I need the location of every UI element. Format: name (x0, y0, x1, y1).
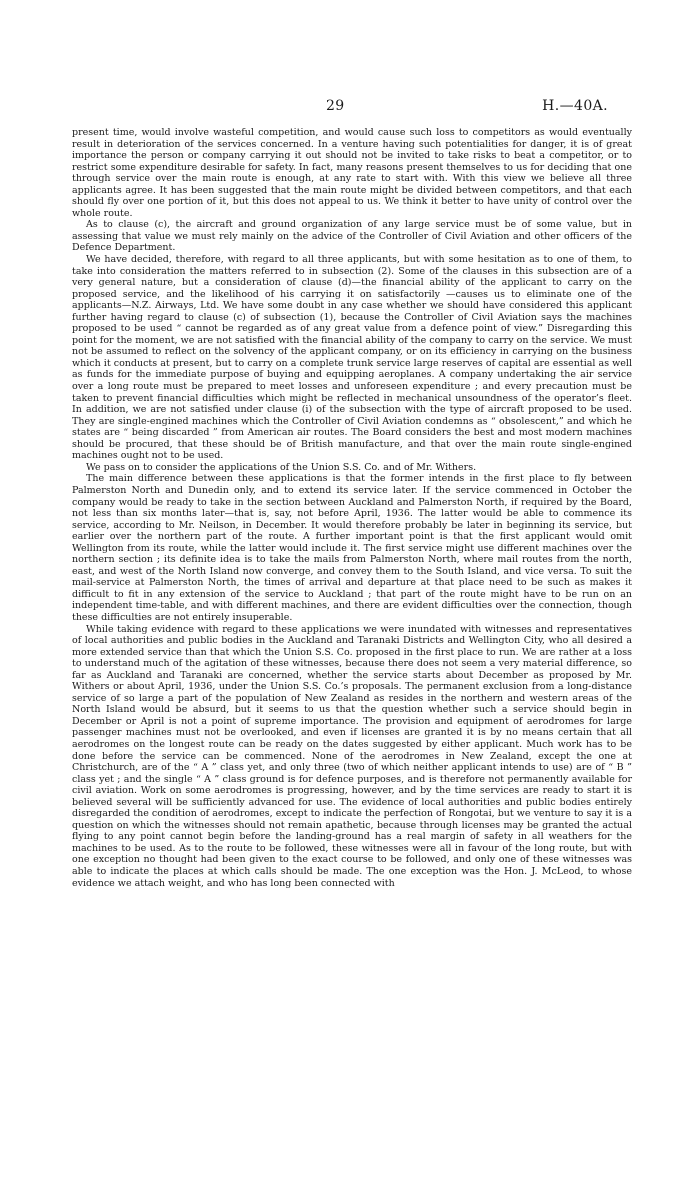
paragraph: The main difference between these applications is that the former intends in the first place to fly between Palmerston North and Dunedin only, and to extend its service later. If the service commenced in October the company would be ready to take in the section between Auckland and Palmerston North, if required by the Board, not less than six months later—that is, say, not before April, 1936. The latter would be able to commence its service, according to Mr. Neilson, in December. It would therefore probably be later in beginning its service, but earlier over the northern part of the route. A further important point is that the first applicant would omit Wellington from its route, while the latter would include it. The first service might use different machines over the northern section ; its definite idea is to take the mails from Palmerston North, where mail routes from the north, east, and west of the North Island now converge, and convey them to the South Island, and vice versa. To suit the mail-service at Palmerston North, the times of arrival and departure at that place need to be such as makes it difficult to fit in any extension of the service to Auckland ; that part of the route might have to be run on an independent time-table, and with different machines, and there are evident difficulties over the connection, though these difficulties are not entirely insuperable. (72, 473, 632, 623)
paragraph: present time, would involve wasteful competition, and would cause such loss to competitors as would eventually result in deterioration of the services concerned. In a venture having such potentialities for danger, it is of great importance the person or company carrying it out should not be invited to take risks to beat a competitor, or to restrict some expenditure desirable for safety. In fact, many reasons present themselves to us for deciding that one through service over the main route is enough, at any rate to start with. With this view we believe all three applicants agree. It has been suggested that the main route might be divided between competitors, and that each should fly over one portion of it, but this does not appeal to us. We think it better to have unity of control over the whole route. (72, 127, 632, 219)
body-text (72, 127, 632, 889)
document-reference: H.—40A. (542, 98, 608, 114)
page-number: 29 (326, 98, 345, 114)
page-header (0, 98, 700, 116)
paragraph: As to clause (c), the aircraft and ground organization of any large service must be of some value, but in assessing that value we must rely mainly on the advice of the Controller of Civil Aviation and other officers of the Defence Department. (72, 219, 632, 254)
paragraph: We have decided, therefore, with regard to all three applicants, but with some hesitation as to one of them, to take into consideration the matters referred to in subsection (2). Some of the clauses in this subsection are of a very general nature, but a consideration of clause (d)—the financial ability of the applicant to carry on the proposed service, and the likelihood of his carrying it on satisfactorily —causes us to eliminate one of the applicants—N.Z. Airways, Ltd. We have some doubt in any case whether we should have considered this applicant further having regard to clause (c) of subsection (1), because the Controller of Civil Aviation says the machines proposed to be used “ cannot be regarded as of any great value from a defence point of view.” Disregarding this point for the moment, we are not satisfied with the financial ability of the company to carry on the service. We must not be assumed to reflect on the solvency of the applicant company, or on its efficiency in carrying on the business which it conducts at present, but to carry on a complete trunk service large reserves of capital are essential as well as funds for the immediate purpose of buying and equipping aeroplanes. A company undertaking the air service over a long route must be prepared to meet losses and unforeseen expenditure ; and every precaution must be taken to prevent financial difficulties which might be reflected in mechanical unsoundness of the operator’s fleet. In addition, we are not satisfied under clause (i) of the subsection with the type of aircraft proposed to be used. They are single-engined machines which the Controller of Civil Aviation condemns as “ obsolescent,” and which he states are “ being discarded ” from American air routes. The Board considers the best and most modern machines should be procured, that these should be of British manufacture, and that over the main route single-engined machines ought not to be used. (72, 254, 632, 462)
paragraph: While taking evidence with regard to these applications we were inundated with witnesses and representatives of local authorities and public bodies in the Auckland and Taranaki Districts and Wellington City, who all desired a more extended service than that which the Union S.S. Co. proposed in the first place to run. We are rather at a loss to understand much of the agitation of these witnesses, because there does not seem a very material difference, so far as Auckland and Taranaki are concerned, whether the service starts about December as proposed by Mr. Withers or about April, 1936, under the Union S.S. Co.’s proposals. The permanent exclusion from a long-distance service of so large a part of the population of New Zealand as resides in the northern and western areas of the North Island would be absurd, but it seems to us that the question whether such a service should begin in December or April is not a point of supreme importance. The provision and equipment of aerodromes for large passenger machines must not be overlooked, and even if licenses are granted it is by no means certain that all aerodromes on the longest route can be ready on the dates suggested by either applicant. Much work has to be done before the service can be commenced. None of the aerodromes in New Zealand, except the one at Christchurch, are of the “ A ” class yet, and only three (two of which neither applicant intends to use) are of “ B ” class yet ; and the single “ A ” class ground is for defence purposes, and is therefore not permanently available for civil aviation. Work on some aerodromes is progressing, however, and by the time services are ready to start it is believed several will be sufficiently advanced for use. The evidence of local authorities and public bodies entirely disregarded the condition of aerodromes, except to indicate the perfection of Rongotai, but we venture to say it is a question on which the witnesses should not remain apathetic, because through licenses may be granted the actual flying to any point cannot begin before the landing-ground has a real margin of safety in all weathers for the machines to be used. As to the route to be followed, these witnesses were all in favour of the long route, but with one exception no thought had been given to the exact course to be followed, and only one of these witnesses was able to indicate the places at which calls should be made. The one exception was the Hon. J. McLeod, to whose evidence we attach weight, and who has long been connected with (72, 623, 632, 889)
paragraph: We pass on to consider the applications of the Union S.S. Co. and of Mr. Withers. (86, 461, 477, 473)
